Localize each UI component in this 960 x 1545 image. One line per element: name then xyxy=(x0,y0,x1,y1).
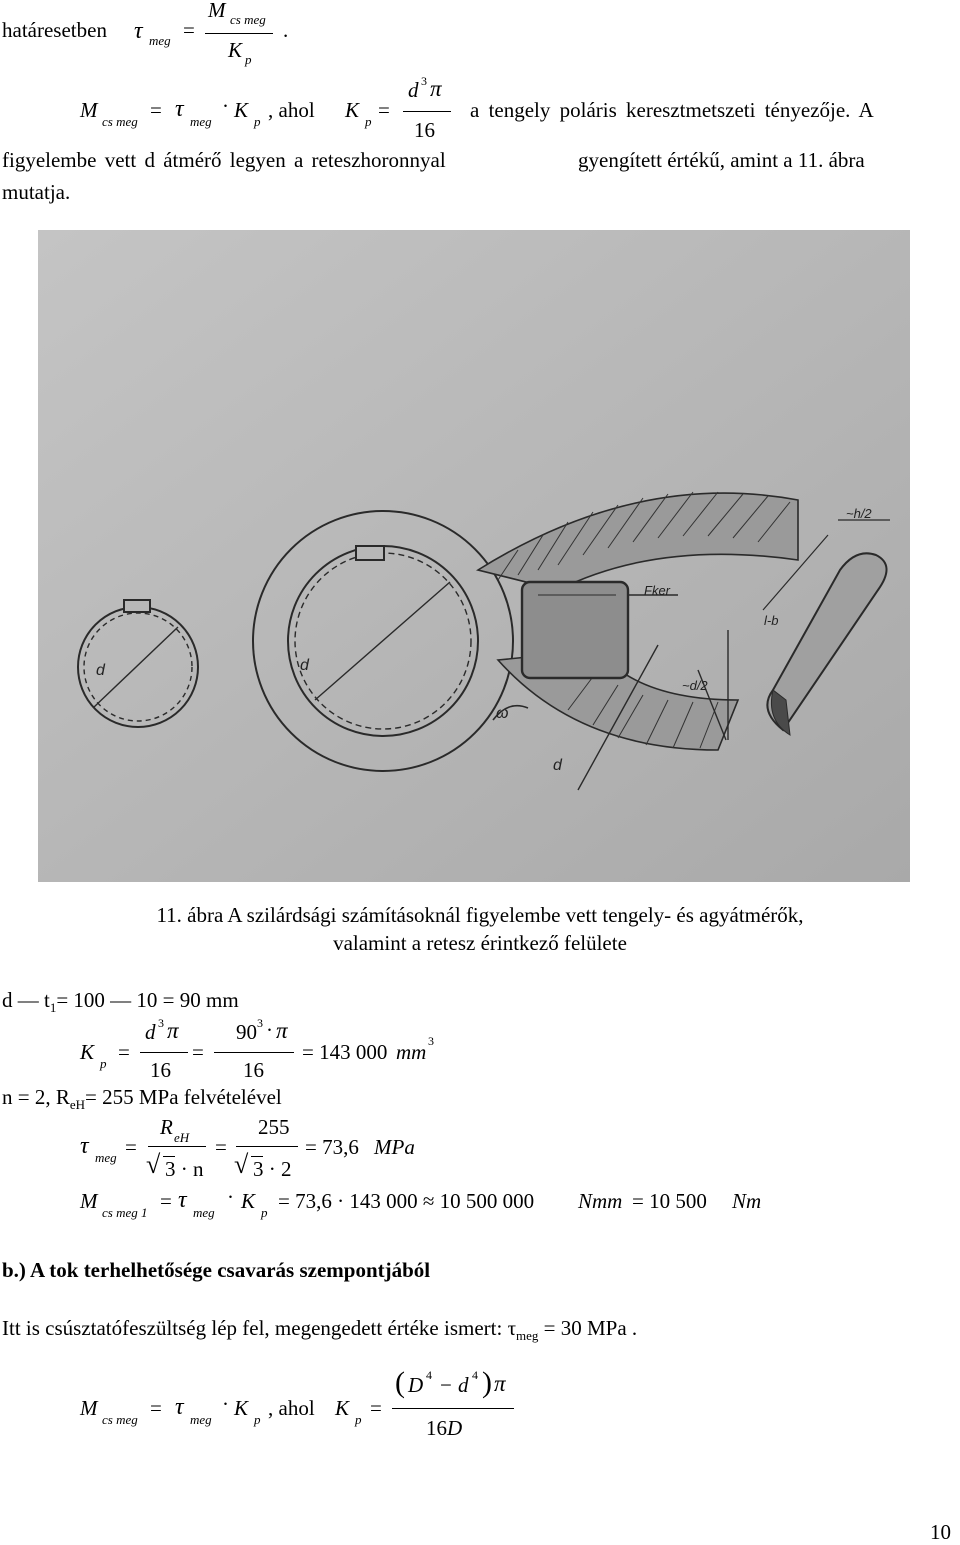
tau2-num2: 255 xyxy=(258,1115,290,1139)
kp-num1-exp: 3 xyxy=(158,1016,164,1030)
label-d-ring: d xyxy=(300,657,309,674)
kp-unit: mm xyxy=(396,1040,427,1064)
den-16D: 16D xyxy=(426,1416,463,1440)
label-d2: ~d/2 xyxy=(682,678,708,693)
kp-eq2: = xyxy=(192,1040,204,1064)
equals-sign-3: = xyxy=(378,98,390,122)
period: . xyxy=(283,18,289,42)
frac-den-K: K xyxy=(228,38,243,62)
tau2-eq2: = xyxy=(215,1135,227,1159)
tau2-num-R: R xyxy=(160,1115,173,1139)
text-line-3: mutatja. xyxy=(2,180,71,204)
figure-caption-line-2: valamint a retesz érintkező felülete xyxy=(333,931,627,955)
kp-num-pi: π xyxy=(430,76,442,101)
kp-num2-dot: · xyxy=(266,1018,273,1042)
sqrt-icon: √ xyxy=(146,1150,161,1179)
tau2-den1: 3 · n xyxy=(165,1157,204,1181)
kp-p: p xyxy=(100,1056,107,1071)
tau2-frac-2 xyxy=(236,1146,298,1147)
kp-num-exp: 3 xyxy=(421,74,427,88)
equals-sign: = xyxy=(183,18,195,42)
figure-drawing xyxy=(38,230,910,882)
label-lb: l-b xyxy=(764,613,779,628)
m2-K-sub: p xyxy=(254,1412,261,1427)
figure-caption-line-1: 11. ábra A szilárdsági számításoknál figyelembe vett tengely- és agyátmérők, xyxy=(156,903,804,927)
kp-frac-2 xyxy=(214,1052,294,1053)
label-d-small: d xyxy=(96,662,105,679)
m2-K2: K xyxy=(335,1396,350,1420)
m1-rest1: = 73,6 · 143 000 ≈ 10 500 000 xyxy=(278,1189,535,1213)
label-omega: ω xyxy=(496,705,509,722)
ahol-text: , ahol xyxy=(268,98,315,122)
m2-eq: = xyxy=(150,1396,162,1420)
M-subscript: cs meg xyxy=(102,114,138,129)
tau2-eq1: = xyxy=(125,1135,137,1159)
m1-tau-sub: meg xyxy=(193,1205,215,1220)
m2-K: K xyxy=(234,1396,249,1420)
num-close-paren: ) xyxy=(482,1366,492,1399)
kp-unit-exp: 3 xyxy=(428,1034,434,1048)
frac-num-sub: cs meg xyxy=(230,12,266,27)
num-d-exp: 4 xyxy=(472,1368,478,1382)
m2-dot: · xyxy=(222,1392,229,1416)
tau2-frac-1 xyxy=(148,1146,206,1147)
m1-K: K xyxy=(241,1189,256,1213)
kp-den-16: 16 xyxy=(414,118,435,142)
tau-symbol-2: τ xyxy=(175,96,184,122)
kp-num-d: d xyxy=(408,78,419,102)
section-b-paragraph: Itt is csúsztatófeszültség lép fel, megengedett értéke ismert: $\tau_{meg} = 30$ MPa . xyxy=(2,1316,638,1343)
K-symbol-2: K xyxy=(345,98,360,122)
kp-num1-pi: π xyxy=(167,1018,179,1043)
text-line-2-right: gyengített értékű, amint a 11. ábra xyxy=(578,148,865,172)
label-fker: Fker xyxy=(644,583,670,598)
m1-eq: = xyxy=(160,1189,172,1213)
label-d-big: d xyxy=(553,757,562,774)
equals-sign-2: = xyxy=(150,98,162,122)
num-d: d xyxy=(458,1373,469,1397)
m2-tau: τ xyxy=(175,1394,184,1420)
frac-num-M: M xyxy=(208,0,226,22)
m1-M: M xyxy=(80,1189,98,1213)
kp-den1: 16 xyxy=(150,1058,171,1082)
kp-description: a tengely poláris keresztmetszeti tényezője. A xyxy=(470,98,874,122)
label-h2: ~h/2 xyxy=(846,506,872,521)
m2-K2-sub: p xyxy=(355,1412,362,1427)
tau-symbol: τ xyxy=(134,18,143,44)
m1-rest2: = 10 500 xyxy=(632,1189,707,1213)
num-D-exp: 4 xyxy=(426,1368,432,1382)
section-b-heading: b.) A tok terhelhetősége csavarás szempontjából xyxy=(2,1258,431,1282)
kp-K: K xyxy=(80,1040,95,1064)
sqrt-icon-2: √ xyxy=(234,1150,249,1179)
meg-subscript: meg xyxy=(149,33,171,48)
m2-sub: cs meg xyxy=(102,1412,138,1427)
frac-den-sub: p xyxy=(245,52,252,67)
dot-operator: · xyxy=(222,94,229,118)
K-subscript-2: p xyxy=(365,114,372,129)
m1-tau: τ xyxy=(178,1187,187,1213)
tau2-symbol: τ xyxy=(80,1133,89,1159)
m1-sub: cs meg 1 xyxy=(102,1205,148,1220)
kp-frac-1 xyxy=(140,1052,188,1053)
calc-line-n: n = 2, $R_{eH}= 255$ MPa felvételével xyxy=(2,1085,282,1112)
tau2-num-eH: eH xyxy=(174,1130,190,1145)
text-line-2-left: figyelembe vett d átmérő legyen a reteszhoronnyal xyxy=(2,148,446,172)
meg-subscript-2: meg xyxy=(190,114,212,129)
num-D: D xyxy=(408,1373,424,1397)
m1-unit2: Nm xyxy=(732,1189,762,1213)
tau2-sub: meg xyxy=(95,1150,117,1165)
page-number: 10 xyxy=(930,1520,951,1544)
kp-result: = 143 000 xyxy=(302,1040,388,1064)
tau2-den2: 3 · 2 xyxy=(253,1157,292,1181)
figure-photo xyxy=(38,230,910,882)
fraction-bar xyxy=(205,33,273,34)
final-fraction-bar xyxy=(392,1408,514,1409)
K-symbol: K xyxy=(234,98,249,122)
kp-num2-90: 90 xyxy=(236,1020,257,1044)
m1-unit1: Nmm xyxy=(578,1189,623,1213)
fraction-bar-2 xyxy=(403,111,451,112)
key-section xyxy=(522,582,628,678)
m2-eq2: = xyxy=(370,1396,382,1420)
M-symbol: M xyxy=(80,98,98,122)
kp-num1-d: d xyxy=(145,1020,156,1044)
kp-num2-pi: π xyxy=(276,1018,288,1043)
num-minus: − xyxy=(440,1373,452,1397)
m1-dot: · xyxy=(227,1185,234,1209)
kp-num2-exp: 3 xyxy=(257,1016,263,1030)
tau2-unit: MPa xyxy=(374,1135,415,1159)
kp-den2: 16 xyxy=(243,1058,264,1082)
num-pi: π xyxy=(494,1371,506,1396)
tau2-result: = 73,6 xyxy=(305,1135,359,1159)
text-limit-case: határesetben xyxy=(2,18,107,42)
m2-M: M xyxy=(80,1396,98,1420)
calc-line-d: d — $t_1= 100$ — 10 = 90 mm xyxy=(2,988,239,1015)
K-subscript: p xyxy=(254,114,261,129)
kp-eq1: = xyxy=(118,1040,130,1064)
m1-K-sub: p xyxy=(261,1205,268,1220)
m2-tau-sub: meg xyxy=(190,1412,212,1427)
m2-ahol: , ahol xyxy=(268,1396,315,1420)
num-open-paren: ( xyxy=(395,1366,405,1399)
